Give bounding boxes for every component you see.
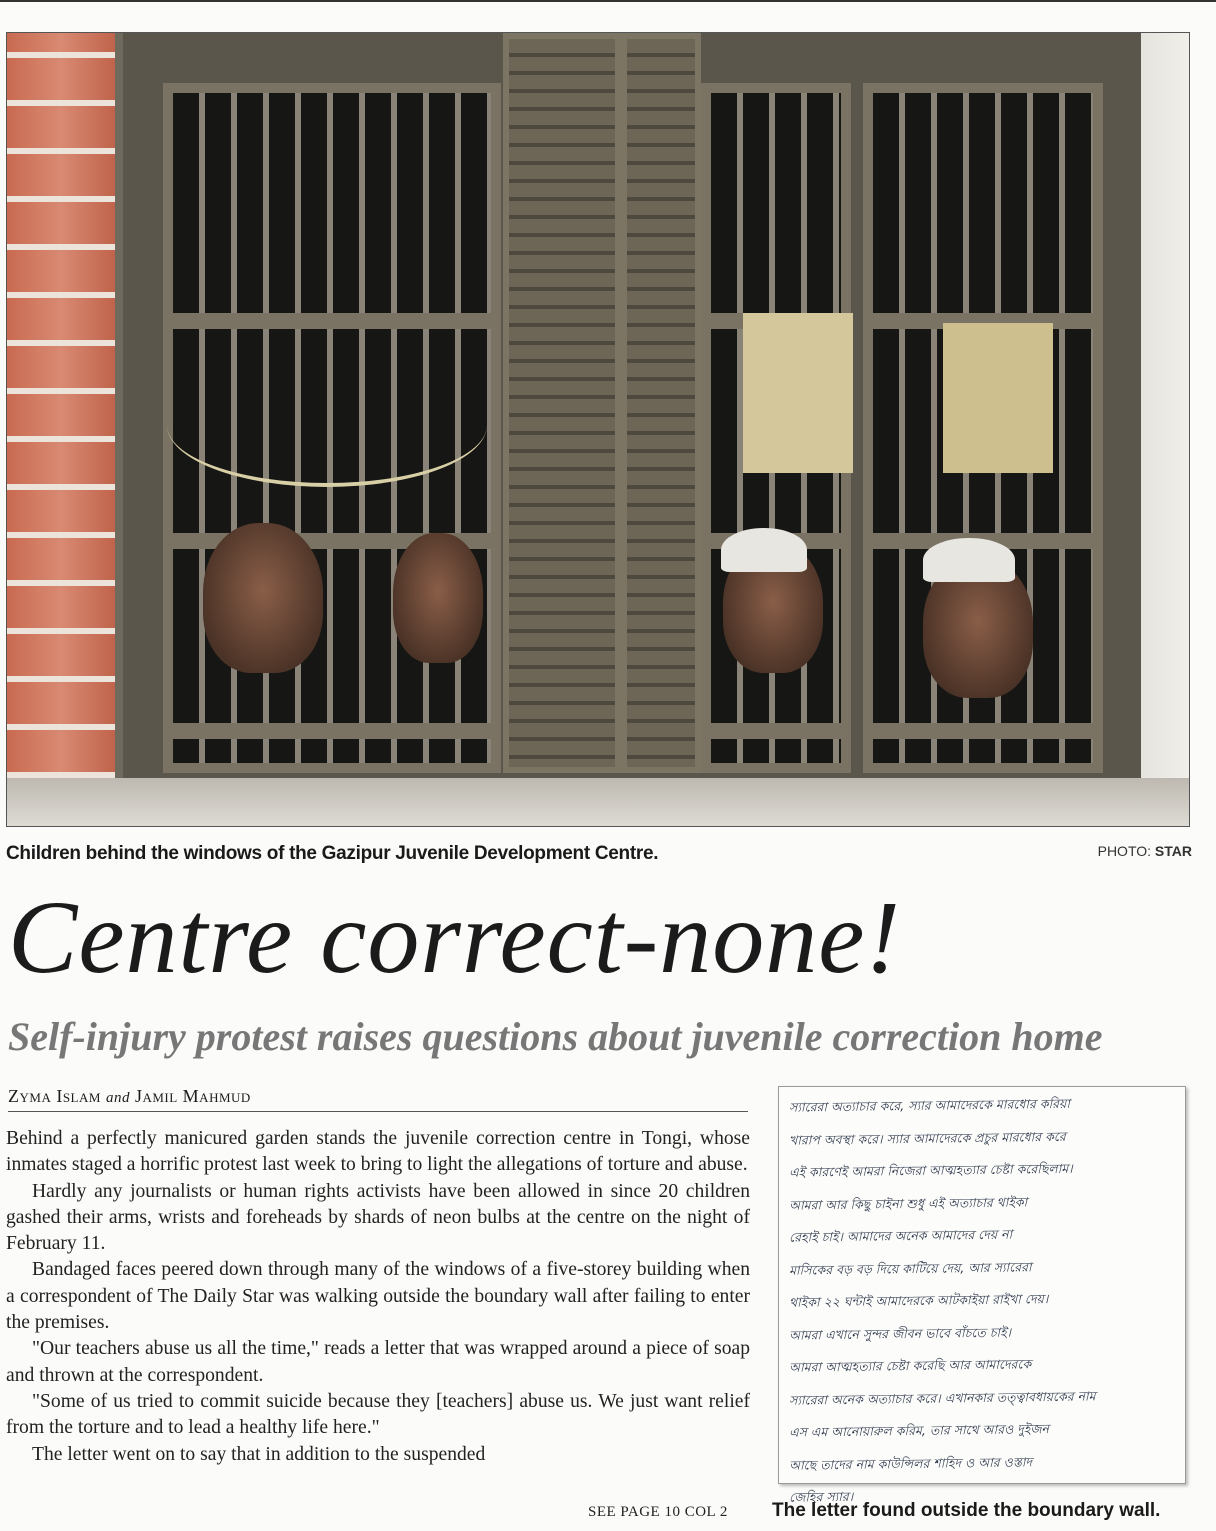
letter-line: থাইকা ২২ ঘন্টাই আমাদেরকে আটকাইয়া রাইখা দেয়। [788,1291,1049,1310]
photo-credit [1098,843,1192,859]
byline-author-1: Zyma Islam [8,1086,101,1106]
letter-line: মাসিকের বড় বড় দিয়ে কাটিয়ে দেয়, আর স্যারেরা [788,1258,1032,1278]
letter-caption: The letter found outside the boundary wall. [772,1500,1161,1521]
handwritten-letter [778,1086,1186,1505]
rope [167,363,487,487]
byline-author-2: Jamil Mahmud [134,1086,251,1106]
headline: Centre correct-none! [8,880,902,995]
child-cap [923,538,1015,582]
letter-line: আমরা আর কিছু চাইনা শুধু এই অত্যাচার থাইকা [788,1193,1028,1213]
letter-line: আমরা আত্মহত্যার চেষ্টা করেছি আর আমাদেরকে [788,1356,1032,1375]
letter-line: জেহির স্যার। [788,1488,854,1505]
child-cap [721,528,807,572]
article-paragraph: "Some of us tried to commit suicide because they [teachers] abuse us. We just want relief from the torture and to lead a healthy life here." [6,1390,750,1439]
brick-wall [7,33,115,826]
article-paragraph: Behind a perfectly manicured garden stands the juvenile correction centre in Tongi, whose inmates staged a horrific protest last week to bring to light the allegations of torture and abuse. [6,1128,750,1176]
subheadline: Self-injury protest raises questions about juvenile correction home [8,1014,1103,1059]
article-paragraph: "Our teachers abuse us all the time," reads a letter that was wrapped around a piece of soap and thrown at the correspondent. [6,1338,750,1386]
letter-line: এই কারণেই আমরা নিজেরা আত্মহত্যার চেষ্টা করেছিলাম। [788,1160,1073,1180]
letter-line: আমরা এখানে সুন্দর জীবন ভাবে বাঁচতে চাই। [788,1324,1012,1343]
window-shutter-right [621,33,701,773]
photo-caption: Children behind the windows of the Gazipur Juvenile Development Centre. [6,843,659,864]
child-face [393,533,483,663]
news-photo [6,32,1190,827]
child-face [203,523,323,673]
byline [8,1086,748,1112]
hanging-cloth [743,313,853,473]
continuation-jump: SEE PAGE 10 COL 2 [588,1504,728,1520]
letter-line: খারাপ অবস্থা করে। স্যার আমাদেরকে প্রচুর মারধোর করে [788,1128,1066,1148]
window-shutter-left [503,33,621,773]
letter-line: এস এম আনোয়ারুল করিম, তার সাথে আরও দুইজন [788,1421,1050,1440]
letter-line: আছে তাদের নাম কাউন্সিলর শাহিদ ও আর ওস্তাদ [788,1453,1033,1473]
article-paragraph: The letter went on to say that in addition to the suspended [32,1443,486,1465]
top-rule [0,0,1216,2]
photo-credit-label: PHOTO: [1097,843,1152,859]
article-body [6,1126,750,1468]
hanging-cloth [943,323,1053,473]
window-sill [7,778,1189,826]
byline-joiner: and [105,1090,130,1106]
letter-line: স্যারেরা অনেক অত্যাচার করে। এখানকার তত্ত্বাবধায়কের নাম [788,1387,1096,1408]
article-paragraph: Hardly any journalists or human rights activists have been allowed in since 20 children gashed their arms, wrists and foreheads by shards of neon bulbs at the centre on the night of February 11. [6,1180,750,1255]
article-paragraph: Bandaged faces peered down through many of the windows of a five-storey building when a correspondent of The Daily Star was walking outside the boundary wall after failing to enter the premises. [6,1259,750,1334]
letter-line: স্যারেরা অত্যাচার করে, স্যার আমাদেরকে মারধোর করিয়া [788,1095,1071,1115]
letter-line: রেহাই চাই। আমাদের অনেক আমাদের দেয় না [788,1226,1013,1245]
photo-credit-source: STAR [1154,843,1192,859]
